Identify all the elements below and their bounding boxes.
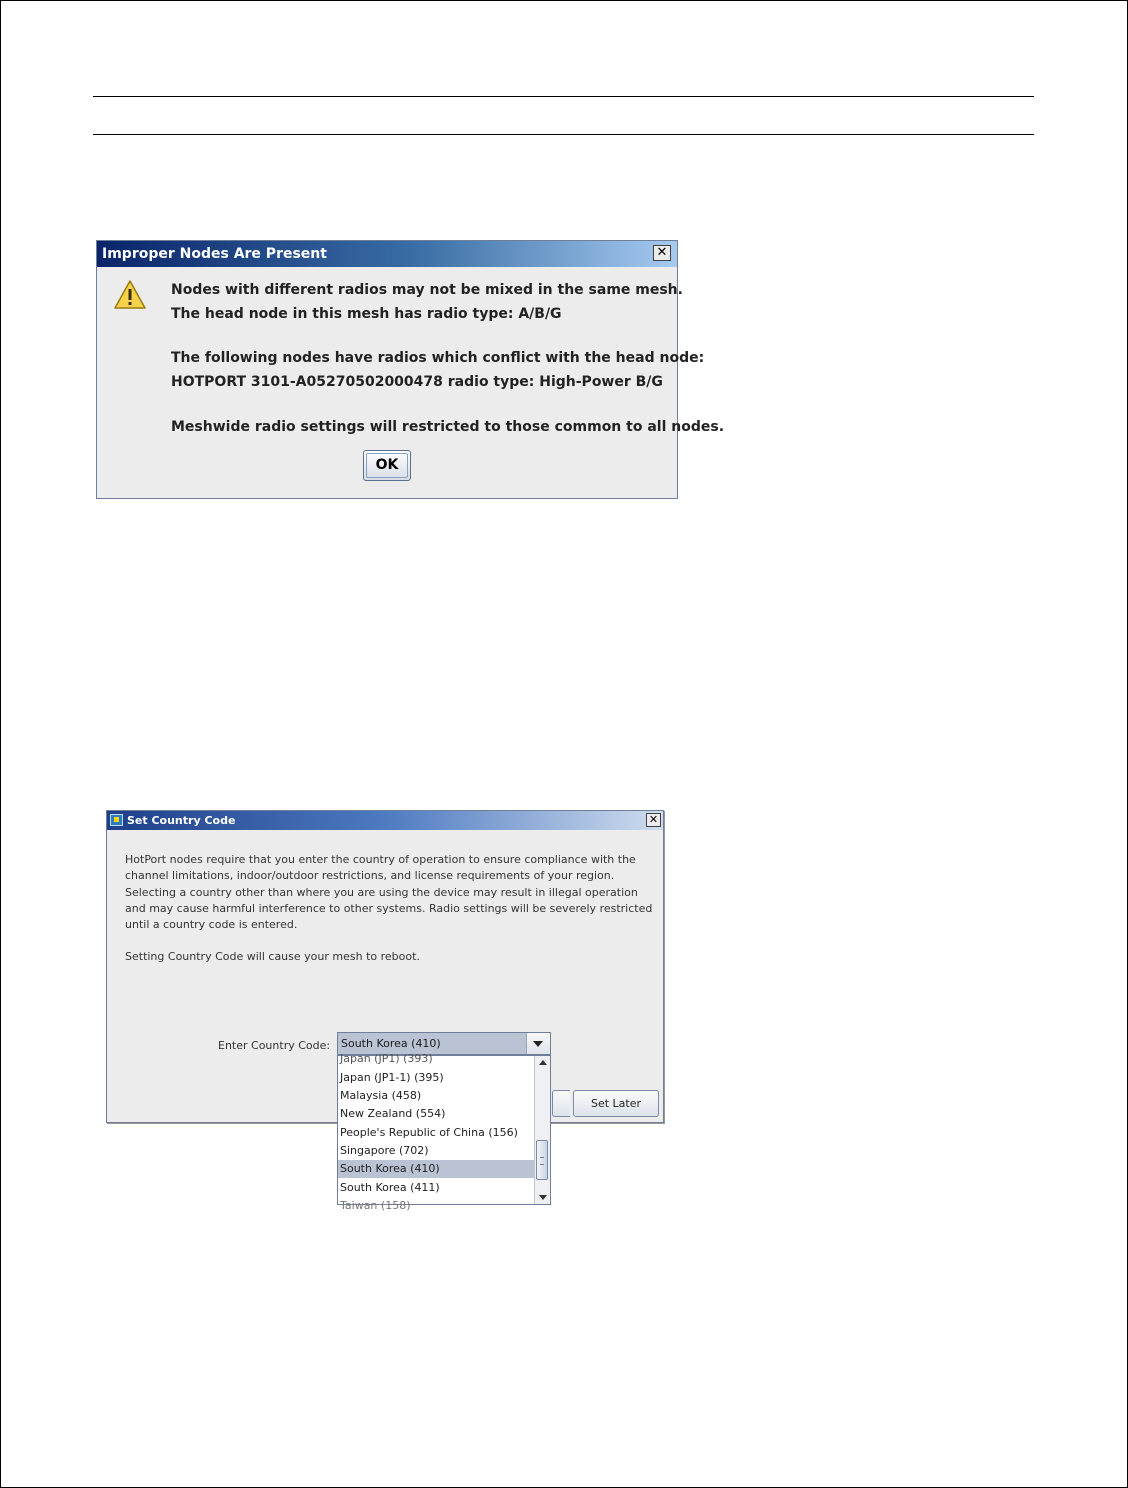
list-item[interactable]: South Korea (411) <box>340 1181 440 1194</box>
list-item[interactable]: Taiwan (158) <box>340 1199 411 1212</box>
close-icon: ✕ <box>648 813 659 826</box>
app-icon <box>110 814 123 826</box>
list-item[interactable]: New Zealand (554) <box>340 1107 446 1120</box>
list-item-selected[interactable]: South Korea (410) <box>338 1160 534 1178</box>
message-line: Nodes with different radios may not be mixed in the same mesh. <box>171 282 683 298</box>
set-later-button[interactable]: Set Later <box>573 1090 659 1117</box>
scroll-up-arrow-icon[interactable] <box>535 1056 550 1070</box>
list-item[interactable]: People's Republic of China (156) <box>340 1126 518 1139</box>
combobox-selected-value: South Korea (410) <box>338 1033 526 1054</box>
scroll-down-arrow-icon[interactable] <box>535 1190 550 1204</box>
close-button[interactable] <box>653 245 671 261</box>
intro-text: HotPort nodes require that you enter the country of operation to ensure compliance with the channel limitations, indoor/outdoor restrictions, and license requirements of your region. Selecting a country other than where you are using the device may result in illegal operation and may cause harmful interference to other systems. Radio settings will be severely restricted until a country code is entered. <box>125 853 653 932</box>
ok-button[interactable]: OK <box>363 450 411 481</box>
message-line: The following nodes have radios which conflict with the head node: <box>171 350 705 366</box>
country-code-dropdown-list[interactable] <box>337 1052 551 1212</box>
dialog-titlebar[interactable] <box>97 241 677 267</box>
close-button[interactable] <box>646 813 661 827</box>
header-rule-bottom <box>93 134 1034 135</box>
dropdown-scrollbar[interactable] <box>534 1056 550 1204</box>
scrollbar-thumb[interactable] <box>536 1140 548 1180</box>
message-line: Meshwide radio settings will restricted to those common to all nodes. <box>171 419 725 435</box>
improper-nodes-dialog <box>96 240 725 499</box>
header-rule-top <box>93 96 1034 97</box>
list-item[interactable]: Singapore (702) <box>340 1144 429 1157</box>
partially-hidden-button[interactable] <box>552 1090 570 1117</box>
list-item[interactable]: Japan (JP1-1) (395) <box>340 1071 444 1084</box>
reboot-warning-text: Setting Country Code will cause your mesh to reboot. <box>125 950 420 963</box>
dialog-title: Improper Nodes Are Present <box>102 246 327 262</box>
country-code-label: Enter Country Code: <box>218 1039 331 1052</box>
dialog-title: Set Country Code <box>127 814 236 827</box>
dialog-titlebar[interactable] <box>107 811 663 830</box>
message-line: HOTPORT 3101-A05270502000478 radio type: High-Power B/G <box>171 374 663 390</box>
message-line: The head node in this mesh has radio type: A/B/G <box>171 306 562 322</box>
list-item[interactable]: Japan (JP1) (393) <box>340 1052 433 1065</box>
list-item[interactable]: Malaysia (458) <box>340 1089 422 1102</box>
warning-triangle-icon <box>113 279 147 311</box>
close-icon: ✕ <box>656 245 668 260</box>
